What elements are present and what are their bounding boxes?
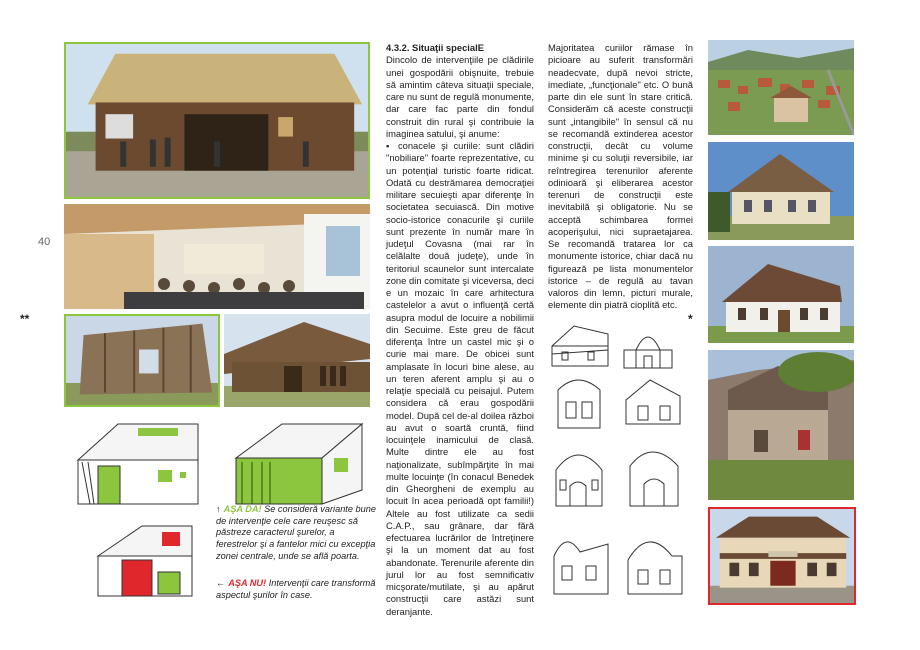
star-marker-left: ** bbox=[20, 312, 30, 326]
photo-manor-ruin bbox=[708, 350, 854, 500]
star-marker-right: * bbox=[688, 312, 693, 326]
page-number: 40 bbox=[38, 236, 51, 248]
caption-bad-label: AŞA NU! bbox=[228, 578, 267, 588]
photo-manor-2 bbox=[708, 246, 854, 343]
sketch-barn-good-2 bbox=[222, 418, 370, 506]
caption-good-label: AŞA DA! bbox=[223, 504, 262, 514]
paragraph-conace: ▪ conacele şi curiile: sunt clădiri "nobiliare" foarte reprezentative, cu un potenţial turistic foarte ridicat. Odată cu destrămarea democraţiei militare secuieşti apar diferenţe în societatea secuiască. Din motive socio-istorice conacurile şi curiile sunt prezente în număr mare în judeţul Covasna (mai rar în celălalte două judeţe), unde în teritoriul scaunelor sunt intercalate zone din comitate şi viceversa, deci e un mozaic în care arhitectura castelelor a avut o influenţă certă asupra modul de locuire a nobilimii din Secuime. Este greu de făcut diferenţa între un castel mic şi o curie mai mare. De obicei sunt amplasate în locuri bine alese, au un teren aferent amplu şi au o relaţie specială cu peisajul. Putem considera că erau gospodării model. După cel de-al doilea război au avut o soartă cruntă, fiind locuinţele inamicului de clasă. Multe dintre ele au fost naţionalizate, subîmpărţite în mai multe locuinţe (în conacul Benedek din Gheorgheni de exemplu au locuit în acea perioadă opt familii!) Altele au fost utilizate ca sedii C.A.P., sau grânare, dar fără efectuarea lucrărilor de întreţinere şi la un moment dat au fost abandonate. Terenurile aferente din jurul lor au fost semnificativ micşorate/mutilate, şi au apărut construcţii care astăzi sunt deranjante. bbox=[386, 140, 534, 617]
arrow-up-icon: ↑ bbox=[216, 504, 221, 514]
photo-barn-interior bbox=[64, 204, 370, 309]
photo-barn-exterior bbox=[64, 42, 370, 199]
caption-bad bbox=[216, 578, 376, 601]
caption-bad-text: Intervenţii care transformă aspectul şurilor în case. bbox=[216, 578, 376, 600]
photo-manor-bad-example bbox=[708, 507, 856, 605]
text-column-1 bbox=[386, 42, 534, 618]
sketch-barn-bad bbox=[92, 522, 202, 598]
text-column-2 bbox=[548, 42, 693, 312]
paragraph-intro: Dincolo de intervenţiile pe clădirile unei gospodării obişnuite, trebuie să amintim câteva situaţii speciale, care nu sunt de regulă monumente, dar care fac parte din fondul construit din rural şi contribuie la imaginea satului, şi anume: bbox=[386, 54, 535, 139]
caption-good bbox=[216, 504, 376, 563]
photo-barn-renovation-1 bbox=[64, 314, 220, 407]
arrow-left-icon: ← bbox=[216, 578, 226, 588]
sketches-manor-facades bbox=[548, 320, 688, 605]
caption-good-text: Se consideră variante bune de intervenţie cele care reuşesc să păstreze caracterul şurelor, a ferestrelor şi a fantelor mici cu excepţia zonei centrale, unde se află poarta. bbox=[216, 504, 376, 561]
photo-barn-renovation-2 bbox=[224, 314, 370, 407]
section-title: 4.3.2. Situaţii specialE bbox=[386, 42, 484, 53]
photo-village-aerial bbox=[708, 40, 854, 135]
paragraph-curii: Majoritatea curiilor rămase în picioare au suferit transformări neadecvate, după nevoi stricte, imediate, „funcţionale" etc. O bună parte din ele sunt în stare critică. Considerăm că aceste construcţii sunt „intangibile" în sensul că nu se recomandă extinderea acestor construcţii, decât cu volume minime şi cu soluţii reversibile, iar reîntregirea terenurilor aferente odinioară şi eliberarea acestor terenuri de construcţii este inevitabilă şi obligatorie. Nu se acceptă schimbarea formei acoperişului, nici supraetajarea. Se recomandă tratarea lor ca monumente istorice, chiar dacă nu figurează pe lista monumentelor istorice – de regulă au tavan valoros din lemn, picturi murale, elemente din piatră cioplită etc. bbox=[548, 42, 693, 311]
sketch-barn-good-1 bbox=[68, 418, 208, 506]
photo-manor-1 bbox=[708, 142, 854, 240]
